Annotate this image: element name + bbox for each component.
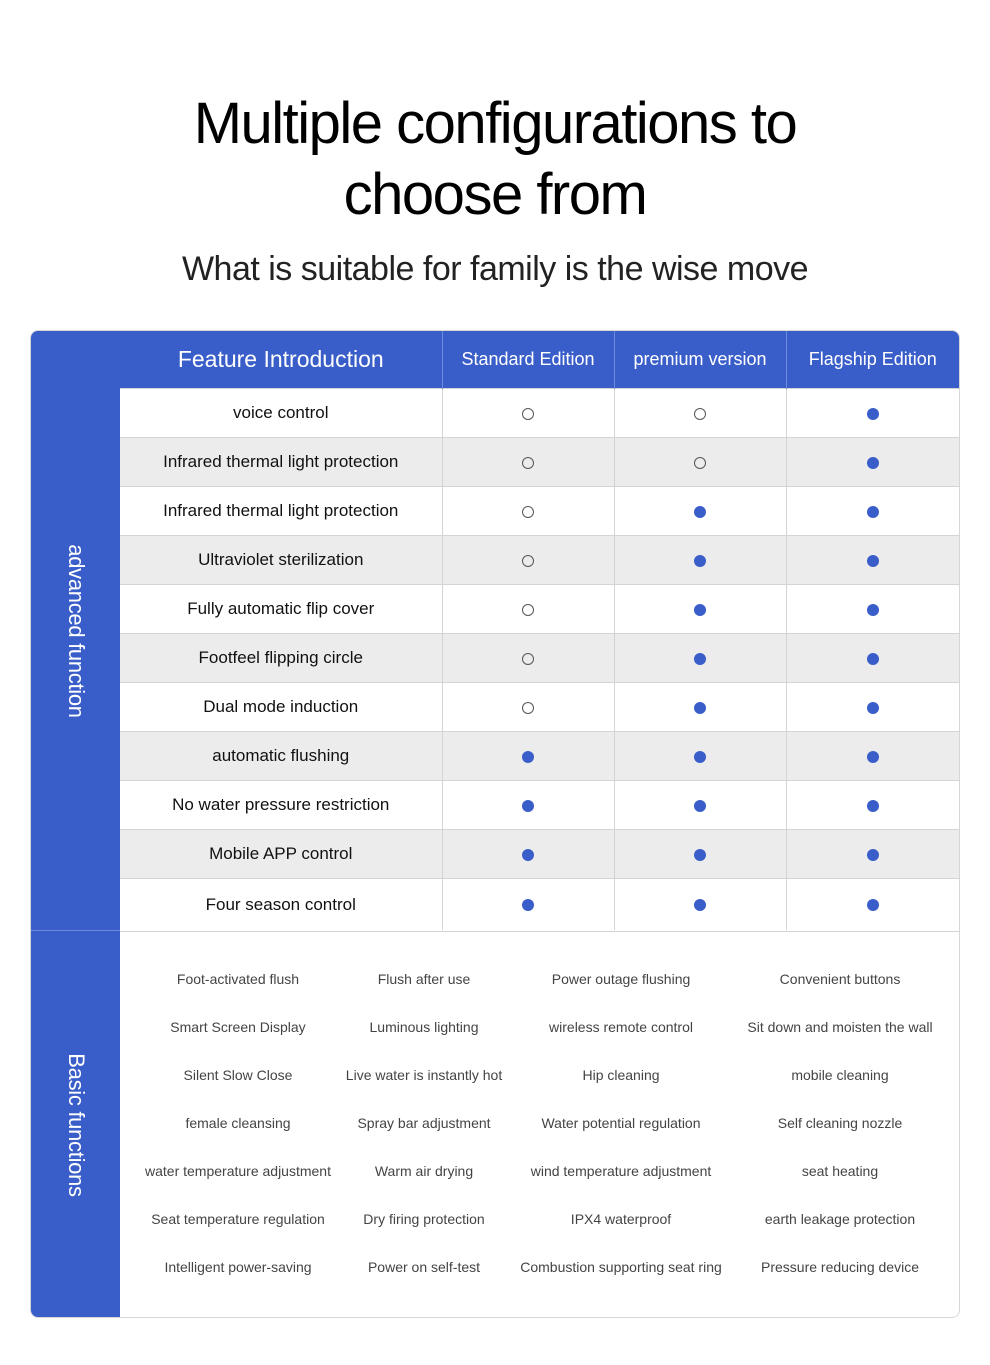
basic-function-item: Pressure reducing device [761,1259,919,1275]
basic-function-item: seat heating [801,1163,879,1179]
availability-cell [442,389,614,438]
basic-functions-row [120,1015,959,1039]
basic-functions-row [120,1159,959,1183]
availability-cell [614,585,786,634]
filled-circle-icon [867,604,879,616]
feature-name-cell: Four season control [120,879,442,931]
filled-circle-icon [867,899,879,911]
basic-functions-row [120,1111,959,1135]
advanced-function-sidebar [31,331,120,930]
basic-functions-row [120,1063,959,1087]
table-row [120,536,959,585]
table-row [120,879,959,931]
availability-cell [786,438,959,487]
filled-circle-icon [522,751,534,763]
filled-circle-icon [867,506,879,518]
basic-function-item: Foot-activated flush [176,971,300,987]
availability-cell [614,438,786,487]
comparison-card [30,330,960,1318]
open-circle-icon [694,457,706,469]
basic-functions-row [120,1255,959,1279]
open-circle-icon [522,555,534,567]
basic-functions-row [120,967,959,991]
availability-cell [614,634,786,683]
basic-function-item: Water potential regulation [541,1115,701,1131]
basic-function-item: earth leakage protection [764,1211,916,1227]
filled-circle-icon [694,849,706,861]
filled-circle-icon [522,849,534,861]
table-row [120,781,959,830]
availability-cell [786,683,959,732]
filled-circle-icon [694,506,706,518]
basic-functions-row [120,1207,959,1231]
filled-circle-icon [694,751,706,763]
advanced-function-label: advanced function [63,543,89,718]
availability-cell [786,879,959,931]
title-line-1: Multiple configurations to [193,91,797,156]
availability-cell [442,879,614,931]
feature-name-cell: Infrared thermal light protection [120,438,442,487]
basic-function-item: Seat temperature regulation [151,1211,325,1227]
basic-function-item: wireless remote control [549,1019,693,1035]
filled-circle-icon [522,800,534,812]
filled-circle-icon [694,555,706,567]
feature-name-cell: Fully automatic flip cover [120,585,442,634]
open-circle-icon [522,506,534,518]
availability-cell [442,487,614,536]
column-header-premium: premium version [614,331,786,389]
availability-cell [614,536,786,585]
open-circle-icon [694,408,706,420]
basic-function-item: Convenient buttons [779,971,901,987]
table-row [120,634,959,683]
filled-circle-icon [867,800,879,812]
open-circle-icon [522,653,534,665]
title-line-2: choose from [343,162,647,227]
feature-name-cell: Footfeel flipping circle [120,634,442,683]
basic-function-item: Power on self-test [367,1259,481,1275]
availability-cell [442,781,614,830]
open-circle-icon [522,604,534,616]
basic-function-item: Spray bar adjustment [357,1115,491,1131]
availability-cell [442,585,614,634]
availability-cell [786,389,959,438]
availability-cell [442,683,614,732]
column-header-flagship: Flagship Edition [786,331,959,389]
open-circle-icon [522,702,534,714]
feature-comparison-table [120,331,959,930]
feature-name-cell: Infrared thermal light protection [120,487,442,536]
basic-function-item: Silent Slow Close [183,1067,293,1083]
filled-circle-icon [867,702,879,714]
basic-function-item: Dry firing protection [363,1211,485,1227]
basic-function-item: Combustion supporting seat ring [520,1259,722,1275]
table-row [120,830,959,879]
filled-circle-icon [867,457,879,469]
availability-cell [786,634,959,683]
table-row [120,585,959,634]
basic-function-item: Power outage flushing [551,971,691,987]
availability-cell [614,879,786,931]
availability-cell [614,389,786,438]
filled-circle-icon [867,555,879,567]
availability-cell [786,536,959,585]
availability-cell [442,634,614,683]
basic-function-item: IPX4 waterproof [570,1211,672,1227]
filled-circle-icon [694,604,706,616]
availability-cell [786,487,959,536]
filled-circle-icon [867,408,879,420]
basic-function-item: Warm air drying [374,1163,474,1179]
availability-cell [786,830,959,879]
filled-circle-icon [867,751,879,763]
availability-cell [614,487,786,536]
basic-function-item: Hip cleaning [582,1067,660,1083]
filled-circle-icon [694,800,706,812]
feature-name-cell: Dual mode induction [120,683,442,732]
availability-cell [614,732,786,781]
table-row [120,389,959,438]
basic-functions-sidebar [31,930,120,1318]
basic-function-item: Smart Screen Display [170,1019,306,1035]
table-row [120,438,959,487]
feature-name-cell: automatic flushing [120,732,442,781]
open-circle-icon [522,408,534,420]
basic-function-item: female cleansing [185,1115,291,1131]
availability-cell [614,830,786,879]
filled-circle-icon [694,702,706,714]
filled-circle-icon [867,849,879,861]
availability-cell [786,781,959,830]
filled-circle-icon [694,653,706,665]
table-row [120,683,959,732]
page-subtitle: What is suitable for family is the wise move [181,250,809,288]
availability-cell [442,536,614,585]
basic-function-item: mobile cleaning [791,1067,889,1083]
availability-cell [442,438,614,487]
filled-circle-icon [522,899,534,911]
feature-name-cell: voice control [120,389,442,438]
availability-cell [442,732,614,781]
basic-function-item: wind temperature adjustment [530,1163,712,1179]
column-header-standard: Standard Edition [442,331,614,389]
basic-function-item: Live water is instantly hot [345,1067,503,1083]
page-title [0,88,990,230]
availability-cell [614,781,786,830]
feature-name-cell: Mobile APP control [120,830,442,879]
basic-functions-label: Basic functions [63,1052,89,1197]
basic-function-item: Luminous lighting [369,1019,479,1035]
filled-circle-icon [694,899,706,911]
basic-function-item: Flush after use [377,971,471,987]
basic-function-item: water temperature adjustment [145,1163,331,1179]
basic-function-item: Sit down and moisten the wall [747,1019,933,1035]
feature-name-cell: Ultraviolet sterilization [120,536,442,585]
basic-functions-list [120,931,959,1318]
availability-cell [442,830,614,879]
open-circle-icon [522,457,534,469]
table-body [120,389,959,931]
availability-cell [786,732,959,781]
feature-name-cell: No water pressure restriction [120,781,442,830]
table-row [120,732,959,781]
column-header-feature: Feature Introduction [120,331,442,389]
basic-function-item: Intelligent power-saving [164,1259,312,1275]
table-row [120,487,959,536]
availability-cell [614,683,786,732]
filled-circle-icon [867,653,879,665]
table-header-row [120,331,959,389]
basic-function-item: Self cleaning nozzle [777,1115,903,1131]
availability-cell [786,585,959,634]
